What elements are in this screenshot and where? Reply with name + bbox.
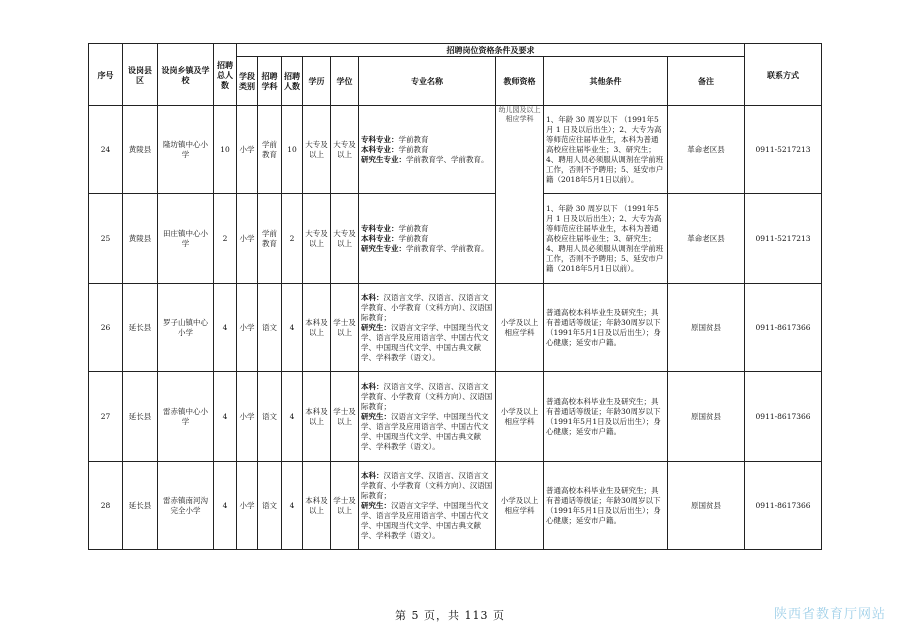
degree-cell: 学士及以上 <box>331 372 359 462</box>
cert-overflow-text: 幼儿园及以上相应学科 <box>498 106 541 123</box>
major-text: 汉语言文字学、中国现当代文学、语言学及应用语言学、中国古代文学、中国现当代文学、中国古典文献学、学科教学（语文）。 <box>361 322 489 362</box>
major-label: 本科： <box>361 292 384 302</box>
table-row <box>89 284 822 372</box>
total-cell: 4 <box>214 462 237 550</box>
major-label: 本科专业： <box>361 233 399 243</box>
seq-cell: 24 <box>89 106 123 194</box>
other-cell: 1、年龄 30 周岁以下 （1991年5月 1 日及以后出生）；2、大专为高等师范应往届毕业生，本科为普通高校应往届毕业生；3、研究生；4、聘用人员必须服从调剂在学前班工作，否则不予聘用；5、延安市户籍（2018年5月1日以前）。 <box>544 194 668 284</box>
total-cell: 2 <box>214 194 237 284</box>
major-label: 本科： <box>361 470 384 480</box>
header-subject: 招聘学科 <box>258 57 282 106</box>
header-other: 其他条件 <box>544 57 668 106</box>
major-line <box>361 382 493 412</box>
major-line <box>361 224 493 234</box>
header-stage: 学段类别 <box>237 57 258 106</box>
county-cell: 延长县 <box>123 372 158 462</box>
remark-cell: 革命老区县 <box>668 194 745 284</box>
major-line <box>361 135 493 145</box>
header-degree: 学位 <box>331 57 359 106</box>
major-text: 汉语言文学、汉语言、汉语言文学教育、小学教育（文科方向）、汉语国际教育； <box>361 292 493 322</box>
county-cell: 延长县 <box>123 284 158 372</box>
major-label: 专科专业： <box>361 134 399 144</box>
major-cell <box>359 284 496 372</box>
major-cell <box>359 194 496 284</box>
contact-cell: 0911-8617366 <box>745 284 822 372</box>
major-label: 研究生： <box>361 322 391 332</box>
header-school: 设岗乡镇及学校 <box>158 44 214 106</box>
major-label: 研究生专业： <box>361 243 406 253</box>
major-label: 研究生： <box>361 500 391 510</box>
major-label: 研究生： <box>361 411 391 421</box>
header-group: 招聘岗位资格条件及要求 <box>237 44 745 57</box>
stage-cell: 小学 <box>237 462 258 550</box>
education-cell: 大专及以上 <box>303 106 331 194</box>
school-cell: 田庄镇中心小学 <box>158 194 214 284</box>
school-cell: 隆坊镇中心小学 <box>158 106 214 194</box>
other-cell: 1、年龄 30 周岁以下 （1991年5月 1 日及以后出生）；2、大专为高等师范应往届毕业生，本科为普通高校应往届毕业生；3、研究生；4、聘用人员必须服从调剂在学前班工作，否则不予聘用；5、延安市户籍（2018年5月1日以前）。 <box>544 106 668 194</box>
remark-cell: 革命老区县 <box>668 106 745 194</box>
education-cell: 本科及以上 <box>303 462 331 550</box>
header-total: 招聘总人数 <box>214 44 237 106</box>
subject-cell: 学前教育 <box>258 106 282 194</box>
school-cell: 雷赤镇南河沟完全小学 <box>158 462 214 550</box>
major-label: 研究生专业： <box>361 154 406 164</box>
major-line <box>361 323 493 363</box>
major-line <box>361 471 493 501</box>
header-contact: 联系方式 <box>745 44 822 106</box>
major-cell <box>359 372 496 462</box>
other-cell: 普通高校本科毕业生及研究生；具有普通话等级证；年龄30周岁以下（1991年5月1日及以后出生）；身心健康；延安市户籍。 <box>544 462 668 550</box>
major-text: 学前教育 <box>398 134 429 144</box>
major-line <box>361 412 493 452</box>
header-count: 招聘人数 <box>282 57 303 106</box>
other-cell: 普通高校本科毕业生及研究生；具有普通话等级证；年龄30周岁以下（1991年5月1日及以后出生）；身心健康；延安市户籍。 <box>544 372 668 462</box>
site-watermark: 陕西省教育厅网站 <box>773 607 886 622</box>
total-cell: 4 <box>214 372 237 462</box>
cert-cell: 小学及以上相应学科 <box>496 284 544 372</box>
cert-cell <box>496 106 544 284</box>
major-text: 学前教育 <box>398 223 429 233</box>
header-remark: 备注 <box>668 57 745 106</box>
degree-cell: 学士及以上 <box>331 284 359 372</box>
major-label: 本科专业： <box>361 144 399 154</box>
header-cert: 教师资格 <box>496 57 544 106</box>
education-cell: 本科及以上 <box>303 372 331 462</box>
major-text: 学前教育 <box>398 144 429 154</box>
contact-cell: 0911-5217213 <box>745 106 822 194</box>
contact-cell: 0911-8617366 <box>745 462 822 550</box>
major-text: 汉语言文学、汉语言、汉语言文学教育、小学教育（文科方向）、汉语国际教育； <box>361 381 493 411</box>
total-cell: 4 <box>214 284 237 372</box>
major-text: 学前教育 <box>398 233 429 243</box>
subject-cell: 学前教育 <box>258 194 282 284</box>
seq-cell: 26 <box>89 284 123 372</box>
count-cell: 4 <box>282 462 303 550</box>
remark-cell: 原国贫县 <box>668 284 745 372</box>
degree-cell: 大专及以上 <box>331 194 359 284</box>
count-cell: 4 <box>282 284 303 372</box>
education-cell: 大专及以上 <box>303 194 331 284</box>
stage-cell: 小学 <box>237 106 258 194</box>
major-line <box>361 155 493 165</box>
subject-cell: 语文 <box>258 284 282 372</box>
major-text: 学前教育学、学前教育。 <box>406 243 489 253</box>
major-line <box>361 501 493 541</box>
stage-cell: 小学 <box>237 194 258 284</box>
major-text: 学前教育学、学前教育。 <box>406 154 489 164</box>
contact-cell: 0911-5217213 <box>745 194 822 284</box>
degree-cell: 学士及以上 <box>331 462 359 550</box>
major-label: 本科： <box>361 381 384 391</box>
count-cell: 10 <box>282 106 303 194</box>
remark-cell: 原国贫县 <box>668 462 745 550</box>
recruitment-table <box>88 43 822 550</box>
county-cell: 延长县 <box>123 462 158 550</box>
stage-cell: 小学 <box>237 372 258 462</box>
seq-cell: 28 <box>89 462 123 550</box>
header-major: 专业名称 <box>359 57 496 106</box>
table-row <box>89 462 822 550</box>
table-row <box>89 372 822 462</box>
major-line <box>361 234 493 244</box>
county-cell: 黄陵县 <box>123 106 158 194</box>
page-footer: 第 5 页，共 113 页 <box>395 609 505 622</box>
major-text: 汉语言文字学、中国现当代文学、语言学及应用语言学、中国古代文学、中国现当代文学、中国古典文献学、学科教学（语文）。 <box>361 500 489 540</box>
major-label: 专科专业： <box>361 223 399 233</box>
major-line <box>361 293 493 323</box>
count-cell: 2 <box>282 194 303 284</box>
total-cell: 10 <box>214 106 237 194</box>
education-cell: 本科及以上 <box>303 284 331 372</box>
degree-cell: 大专及以上 <box>331 106 359 194</box>
major-line <box>361 244 493 254</box>
table-row <box>89 194 822 284</box>
subject-cell: 语文 <box>258 372 282 462</box>
major-text: 汉语言文字学、中国现当代文学、语言学及应用语言学、中国古代文学、中国现当代文学、中国古典文献学、学科教学（语文）。 <box>361 411 489 451</box>
table-row <box>89 106 822 194</box>
count-cell: 4 <box>282 372 303 462</box>
major-line <box>361 145 493 155</box>
school-cell: 雷赤镇中心小学 <box>158 372 214 462</box>
cert-cell: 小学及以上相应学科 <box>496 462 544 550</box>
contact-cell: 0911-8617366 <box>745 372 822 462</box>
header-education: 学历 <box>303 57 331 106</box>
header-county: 设岗县区 <box>123 44 158 106</box>
major-cell <box>359 462 496 550</box>
school-cell: 罗子山镇中心小学 <box>158 284 214 372</box>
seq-cell: 25 <box>89 194 123 284</box>
seq-cell: 27 <box>89 372 123 462</box>
major-cell <box>359 106 496 194</box>
stage-cell: 小学 <box>237 284 258 372</box>
other-cell: 普通高校本科毕业生及研究生；具有普通话等级证；年龄30周岁以下（1991年5月1日及以后出生）；身心健康；延安市户籍。 <box>544 284 668 372</box>
cert-cell: 小学及以上相应学科 <box>496 372 544 462</box>
county-cell: 黄陵县 <box>123 194 158 284</box>
major-text: 汉语言文学、汉语言、汉语言文学教育、小学教育（文科方向）、汉语国际教育； <box>361 470 493 500</box>
subject-cell: 语文 <box>258 462 282 550</box>
remark-cell: 原国贫县 <box>668 372 745 462</box>
header-seq: 序号 <box>89 44 123 106</box>
